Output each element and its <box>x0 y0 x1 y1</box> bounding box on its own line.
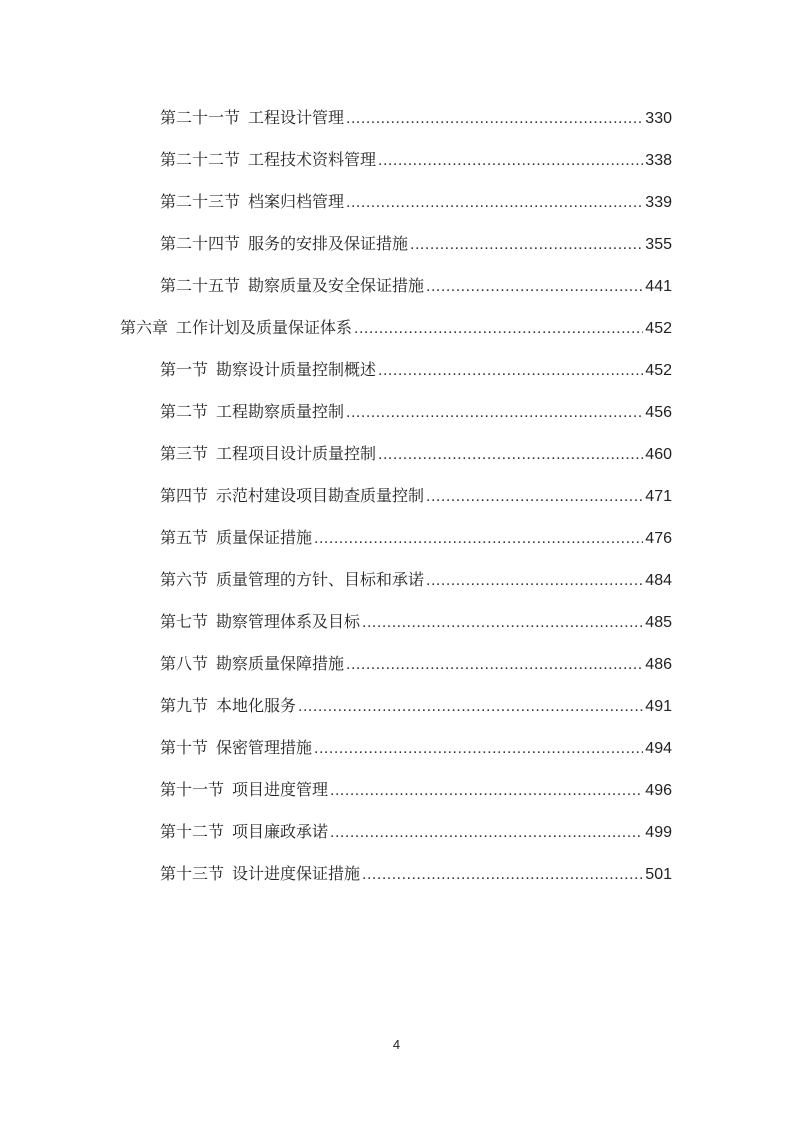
toc-section-entry[interactable] <box>160 483 672 509</box>
toc-entry-page: 485 <box>645 614 672 631</box>
toc-section-entry[interactable] <box>160 861 672 887</box>
toc-entry-page: 486 <box>645 656 672 673</box>
toc-dot-leader <box>314 736 643 762</box>
toc-entry-number: 第二十四节 <box>160 234 241 253</box>
toc-entry-title: 工程项目设计质量控制 <box>216 444 377 463</box>
toc-entry-title: 勘察设计质量控制概述 <box>216 360 377 379</box>
toc-entry-title: 档案归档管理 <box>248 192 345 211</box>
toc-dot-leader <box>362 610 643 636</box>
toc-entry-page: 330 <box>645 110 672 127</box>
toc-entry-page: 496 <box>645 782 672 799</box>
toc-section-entry[interactable] <box>160 231 672 257</box>
toc-section-entry[interactable] <box>160 399 672 425</box>
toc-entry-page: 339 <box>645 194 672 211</box>
page-number: 4 <box>392 1037 401 1052</box>
toc-dot-leader <box>354 316 643 342</box>
toc-entry-number: 第六节 <box>160 570 209 589</box>
toc-section-entry[interactable] <box>160 777 672 803</box>
toc-entry-title: 质量管理的方针、目标和承诺 <box>216 570 425 589</box>
toc-entry-number: 第二节 <box>160 402 209 421</box>
toc-section-entry[interactable] <box>160 273 672 299</box>
toc-entry-number: 第十节 <box>160 738 209 757</box>
toc-entry-number: 第十二节 <box>160 822 225 841</box>
toc-dot-leader <box>346 190 643 216</box>
toc-entry-page: 491 <box>645 698 672 715</box>
toc-entry-title: 勘察质量及安全保证措施 <box>248 276 425 295</box>
toc-section-entry[interactable] <box>160 651 672 677</box>
toc-entry-number: 第一节 <box>160 360 209 379</box>
toc-section-entry[interactable] <box>160 147 672 173</box>
toc-section-entry[interactable] <box>160 525 672 551</box>
toc-dot-leader <box>410 232 643 258</box>
toc-entry-number: 第五节 <box>160 528 209 547</box>
toc-entry-page: 501 <box>645 866 672 883</box>
toc-entry-page: 355 <box>645 236 672 253</box>
toc-entry-title: 勘察质量保障措施 <box>216 654 345 673</box>
toc-entry-page: 494 <box>645 740 672 757</box>
toc-dot-leader <box>378 148 643 174</box>
toc-entry-title: 示范村建设项目勘查质量控制 <box>216 486 425 505</box>
toc-entry-title: 服务的安排及保证措施 <box>248 234 409 253</box>
toc-entry-title: 项目廉政承诺 <box>232 822 329 841</box>
toc-entry-title: 保密管理措施 <box>216 738 313 757</box>
toc-entry-number: 第九节 <box>160 696 209 715</box>
toc-entry-title: 勘察管理体系及目标 <box>216 612 361 631</box>
toc-section-entry[interactable] <box>160 357 672 383</box>
toc-entry-page: 452 <box>645 320 672 337</box>
toc-section-entry[interactable] <box>160 441 672 467</box>
toc-entry-page: 338 <box>645 152 672 169</box>
toc-entry-page: 456 <box>645 404 672 421</box>
toc-entry-page: 484 <box>645 572 672 589</box>
toc-section-entry[interactable] <box>160 567 672 593</box>
toc-entry-number: 第四节 <box>160 486 209 505</box>
toc-entry-number: 第二十二节 <box>160 150 241 169</box>
toc-entry-title: 工作计划及质量保证体系 <box>176 318 353 337</box>
toc-entry-page: 499 <box>645 824 672 841</box>
toc-entry-title: 设计进度保证措施 <box>232 864 361 883</box>
toc-entry-page: 441 <box>645 278 672 295</box>
toc-entry-title: 项目进度管理 <box>232 780 329 799</box>
toc-dot-leader <box>346 652 643 678</box>
toc-entry-number: 第三节 <box>160 444 209 463</box>
toc-entry-title: 工程技术资料管理 <box>248 150 377 169</box>
toc-section-entry[interactable] <box>160 693 672 719</box>
toc-entry-page: 452 <box>645 362 672 379</box>
toc-entry-number: 第二十五节 <box>160 276 241 295</box>
toc-entry-page: 471 <box>645 488 672 505</box>
toc-entry-number: 第十一节 <box>160 780 225 799</box>
toc-dot-leader <box>330 820 643 846</box>
toc-section-entry[interactable] <box>160 105 672 131</box>
toc-chapter-entry[interactable] <box>120 315 672 341</box>
toc-dot-leader <box>378 358 643 384</box>
toc-entry-number: 第十三节 <box>160 864 225 883</box>
toc-entry-number: 第二十一节 <box>160 108 241 127</box>
toc-entry-number: 第七节 <box>160 612 209 631</box>
toc-entry-number: 第六章 <box>120 318 169 337</box>
toc-dot-leader <box>330 778 643 804</box>
toc-entry-number: 第八节 <box>160 654 209 673</box>
toc-dot-leader <box>298 694 643 720</box>
toc-section-entry[interactable] <box>160 735 672 761</box>
toc-dot-leader <box>346 106 643 132</box>
toc-entry-page: 476 <box>645 530 672 547</box>
toc-dot-leader <box>426 274 643 300</box>
toc-dot-leader <box>426 484 643 510</box>
toc-entry-page: 460 <box>645 446 672 463</box>
toc-dot-leader <box>346 400 643 426</box>
toc-entry-title: 工程勘察质量控制 <box>216 402 345 421</box>
toc-entry-title: 质量保证措施 <box>216 528 313 547</box>
toc-section-entry[interactable] <box>160 609 672 635</box>
toc-dot-leader <box>426 568 643 594</box>
toc-entry-title: 本地化服务 <box>216 696 297 715</box>
toc-section-entry[interactable] <box>160 189 672 215</box>
toc-dot-leader <box>362 862 643 888</box>
toc-entry-title: 工程设计管理 <box>248 108 345 127</box>
toc-section-entry[interactable] <box>160 819 672 845</box>
toc-dot-leader <box>314 526 643 552</box>
toc-dot-leader <box>378 442 643 468</box>
toc-entry-number: 第二十三节 <box>160 192 241 211</box>
